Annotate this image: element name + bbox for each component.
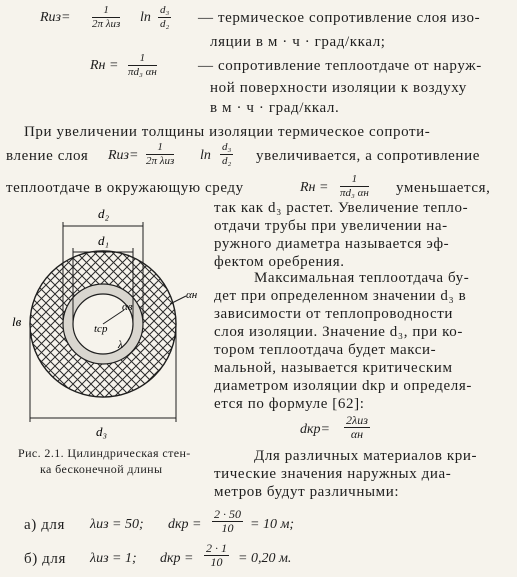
para3-line-3: метров будут различными: — [214, 484, 400, 500]
para2-line-3: зависимости от теплопроводности — [214, 306, 454, 322]
case-a-den: 10 — [221, 521, 234, 535]
case-b-den: 10 — [210, 555, 223, 569]
rn-fraction-inline — [340, 173, 369, 200]
label-d2: d₂ — [98, 206, 110, 221]
para2-line-8: ется по формуле [62]: — [214, 396, 365, 412]
para2-line-5: тором теплоотдача будет макси- — [214, 342, 437, 358]
para1-cont-line-4: фектом оребрения. — [214, 254, 345, 270]
para1-line3-a: теплоотдаче в окружающую среду — [6, 180, 244, 196]
rib-lhs: Rиз= — [40, 10, 71, 25]
label-lambda: λ — [118, 339, 123, 351]
label-d1: d₁ — [98, 233, 110, 248]
case-b-fraction — [204, 542, 229, 569]
label-d3: d₃ — [96, 424, 108, 439]
rib-fraction — [92, 4, 120, 31]
case-a-result: = 10 м; — [250, 517, 295, 532]
rn-denominator: πd₃ αн — [128, 66, 157, 78]
para2-line-4: слоя изоляции. Значение d₃, при ко- — [214, 324, 463, 340]
para2-line-1: Максимальная теплоотдача бу- — [254, 270, 470, 286]
para1-line3-b: уменьшается, — [396, 180, 491, 196]
para1-line2-b: увеличивается, а сопротивление — [256, 148, 480, 164]
rib-fraction-inline — [146, 141, 174, 168]
case-a-fraction — [212, 508, 243, 535]
rib-inline-den: 2π λиз — [146, 155, 175, 167]
figure-caption-2: ка бесконечной длины — [40, 462, 163, 476]
dd-denominator: d₂ — [160, 18, 170, 30]
case-b-dkr: dкр = — [160, 551, 194, 566]
rn-desc-2: ной поверхности изоляции к воздуху — [210, 80, 467, 96]
rib-numerator: 1 — [92, 4, 120, 18]
dd-numerator: d₃ — [160, 4, 170, 16]
para2-line-7: диаметром изоляции dкр и определя- — [214, 378, 472, 394]
rib-inline-num: 1 — [146, 141, 174, 155]
para3-line-2: тические значения наружных диа- — [214, 466, 452, 482]
d3-over-d2 — [158, 4, 171, 31]
cylinder-figure — [10, 200, 205, 440]
case-a-dkr: dкр = — [168, 517, 202, 532]
case-b-result: = 0,20 м. — [238, 551, 292, 566]
para1-line2-a: вление слоя — [6, 148, 89, 164]
label-alpha-b: αв — [122, 301, 133, 313]
dd-inline-num: d₃ — [222, 141, 232, 153]
para2-line-2: дет при определенном значении d₃ в — [214, 288, 467, 304]
rn-lhs-inline: Rн = — [300, 180, 329, 195]
para3-line-1: Для различных материалов кри- — [254, 448, 478, 464]
dd-inline-den: d₂ — [222, 155, 232, 167]
rn-numerator: 1 — [128, 52, 157, 66]
rn-inline-den: πd₃ αн — [340, 187, 369, 199]
label-alpha-h: αн — [186, 289, 198, 301]
figure-caption-1: Рис. 2.1. Цилиндрическая стен- — [18, 446, 191, 460]
label-t: tср — [94, 323, 108, 335]
dkr-denominator: αн — [350, 427, 364, 441]
rn-fraction — [128, 52, 157, 79]
case-a-prefix: а) для — [24, 517, 66, 533]
label-l: lв — [12, 314, 22, 329]
rn-lhs: Rн = — [90, 58, 119, 73]
rn-desc-3: в м · ч · град/ккал. — [210, 100, 340, 116]
para1-cont-line-1: так как d₃ растет. Увеличение тепло- — [214, 200, 469, 216]
rib-lhs-inline: Rиз= — [108, 148, 139, 163]
case-b-num: 2 · 1 — [206, 541, 227, 555]
rib-desc-2: ляции в м · ч · град/ккал; — [210, 34, 386, 50]
case-b-lambda: λиз = 1; — [90, 551, 137, 566]
rib-desc-1: — термическое сопротивление слоя изо- — [198, 10, 481, 26]
para1-cont-line-3: ружного диаметра называется эф- — [214, 236, 450, 252]
dkr-lhs: dкр= — [300, 422, 330, 437]
rib-denominator: 2π λиз — [92, 18, 121, 30]
case-a-num: 2 · 50 — [214, 507, 241, 521]
rn-desc-1: — сопротивление теплоотдаче от наруж- — [198, 58, 482, 74]
dd-fraction-inline — [220, 141, 233, 168]
case-b-prefix: б) для — [24, 551, 66, 567]
ln-word-inline: ln — [200, 148, 211, 163]
dkr-fraction — [344, 414, 370, 441]
ln-word: ln — [140, 10, 151, 25]
para1-line1: При увеличении толщины изоляции термическое сопроти- — [24, 124, 431, 140]
rn-inline-num: 1 — [340, 173, 369, 187]
case-a-lambda: λиз = 50; — [90, 517, 144, 532]
dkr-numerator: 2λиз — [346, 413, 368, 427]
para2-line-6: мальной, называется критическим — [214, 360, 453, 376]
para1-cont-line-2: отдачи трубы при увеличении на- — [214, 218, 448, 234]
